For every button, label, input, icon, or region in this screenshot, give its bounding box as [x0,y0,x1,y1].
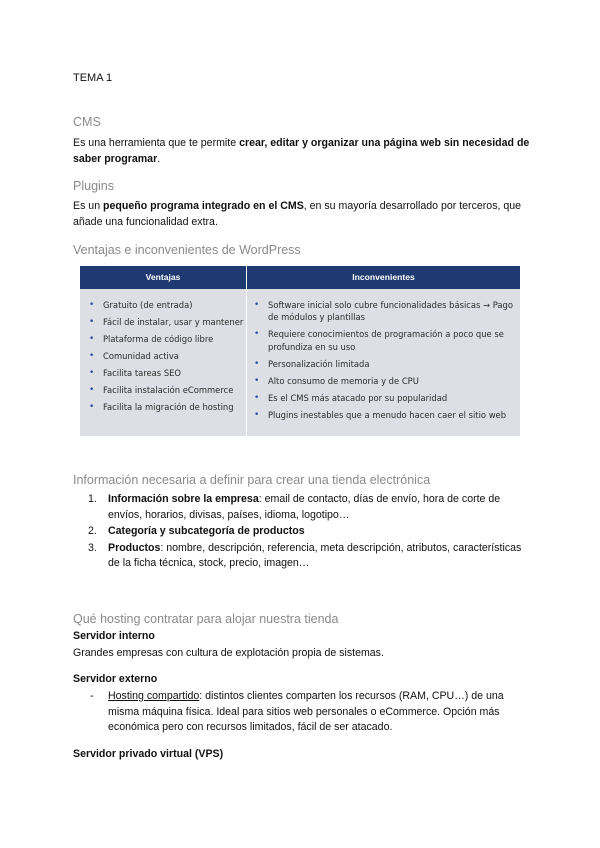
servidor-interno-title: Servidor interno [73,630,155,642]
plugins-heading: Plugins [73,179,114,193]
header-inconvenientes: Inconvenientes [352,272,415,282]
ventaja-item: • Facilita la migración de hosting [87,401,245,413]
info-item [82,541,532,572]
vps-title: Servidor privado virtual (VPS) [73,748,224,760]
ventaja-item: • Facilita instalación eCommerce [87,384,245,396]
servidor-externo-title: Servidor externo [73,673,158,685]
wordpress-heading: Ventajas e inconvenientes de WordPress [73,243,301,257]
ventaja-item: • Fácil de instalar, usar y mantener [87,316,245,328]
ventaja-item: • Comunidad activa [87,350,245,362]
column-divider [246,289,247,436]
inconveniente-item: • Requiere conocimientos de programación a poco que se profundiza en su uso [252,328,517,353]
hosting-heading: Qué hosting contratar para alojar nuestra tienda [73,612,339,626]
cms-heading: CMS [73,115,101,129]
cms-text-after: . [157,153,161,165]
info-item-bold: Productos [108,541,161,554]
info-item-bold: Categoría y subcategoría de productos [108,525,305,537]
table-header [80,266,520,289]
document-title: TEMA 1 [73,72,113,84]
pros-cons-table [80,266,520,436]
inconveniente-item: • Software inicial solo cubre funcionalidades básicas → Pago de módulos y plantillas [252,299,517,324]
cms-text-before: Es una herramienta que te permite [73,137,240,149]
plugins-text-before: Es un [73,200,104,212]
plugins-text-after: , en su mayoría desarrollado por terceros, que añade una funcionalidad extra. [73,200,522,228]
info-item-number: 2. [88,525,97,537]
hosting-compartido-description: : distintos clientes comparten los recursos (RAM, CPU…) de una misma máquina física. Ideal para sitios web personales o eCommerce. Opción más económica pero con recursos limitados, fácil de ser atacado. [108,690,504,733]
info-item [82,524,532,540]
inconveniente-item: • Es el CMS más atacado por su popularidad [252,392,517,404]
cms-text-bold: crear, editar y organizar una página web sin necesidad de saber programar [73,137,530,165]
ventaja-item: • Facilita tareas SEO [87,367,245,379]
inconveniente-item: • Plugins inestables que a menudo hacen caer el sitio web [252,409,517,421]
info-item-text: : email de contacto, días de envío, hora de corte de envíos, horarios, divisas, países, idioma, logotipo… [108,493,501,521]
info-item-bold: Información sobre la empresa [108,493,259,505]
plugins-text-bold: pequeño programa integrado en el CMS [103,200,304,212]
hosting-compartido-item [90,689,530,736]
info-item-text: : nombre, descripción, referencia, meta descripción, atributos, características de la ficha técnica, stock, precio, imagen… [108,541,522,569]
hosting-compartido-link[interactable]: Hosting compartido [108,690,200,702]
info-item-number: 1. [88,493,97,505]
dash-bullet: - [90,690,94,702]
info-item-number: 3. [88,541,97,554]
ventaja-item: • Plataforma de código libre [87,333,245,345]
header-ventajas: Ventajas [145,272,181,282]
inconveniente-item: • Alto consumo de memoria y de CPU [252,375,517,387]
ventajas-list [87,299,245,418]
hosting-compartido-text [90,689,530,736]
ventaja-item: • Gratuito (de entrada) [87,299,245,311]
inconvenientes-list [252,299,517,426]
cms-paragraph [73,135,533,167]
servidor-interno-text: Grandes empresas con cultura de explotación propia de sistemas. [73,647,384,659]
info-heading: Información necesaria a definir para crear una tienda electrónica [73,473,431,487]
info-item [82,492,532,523]
inconveniente-item: • Personalización limitada [252,358,517,370]
plugins-paragraph [73,198,533,230]
info-numbered-list [82,492,532,573]
